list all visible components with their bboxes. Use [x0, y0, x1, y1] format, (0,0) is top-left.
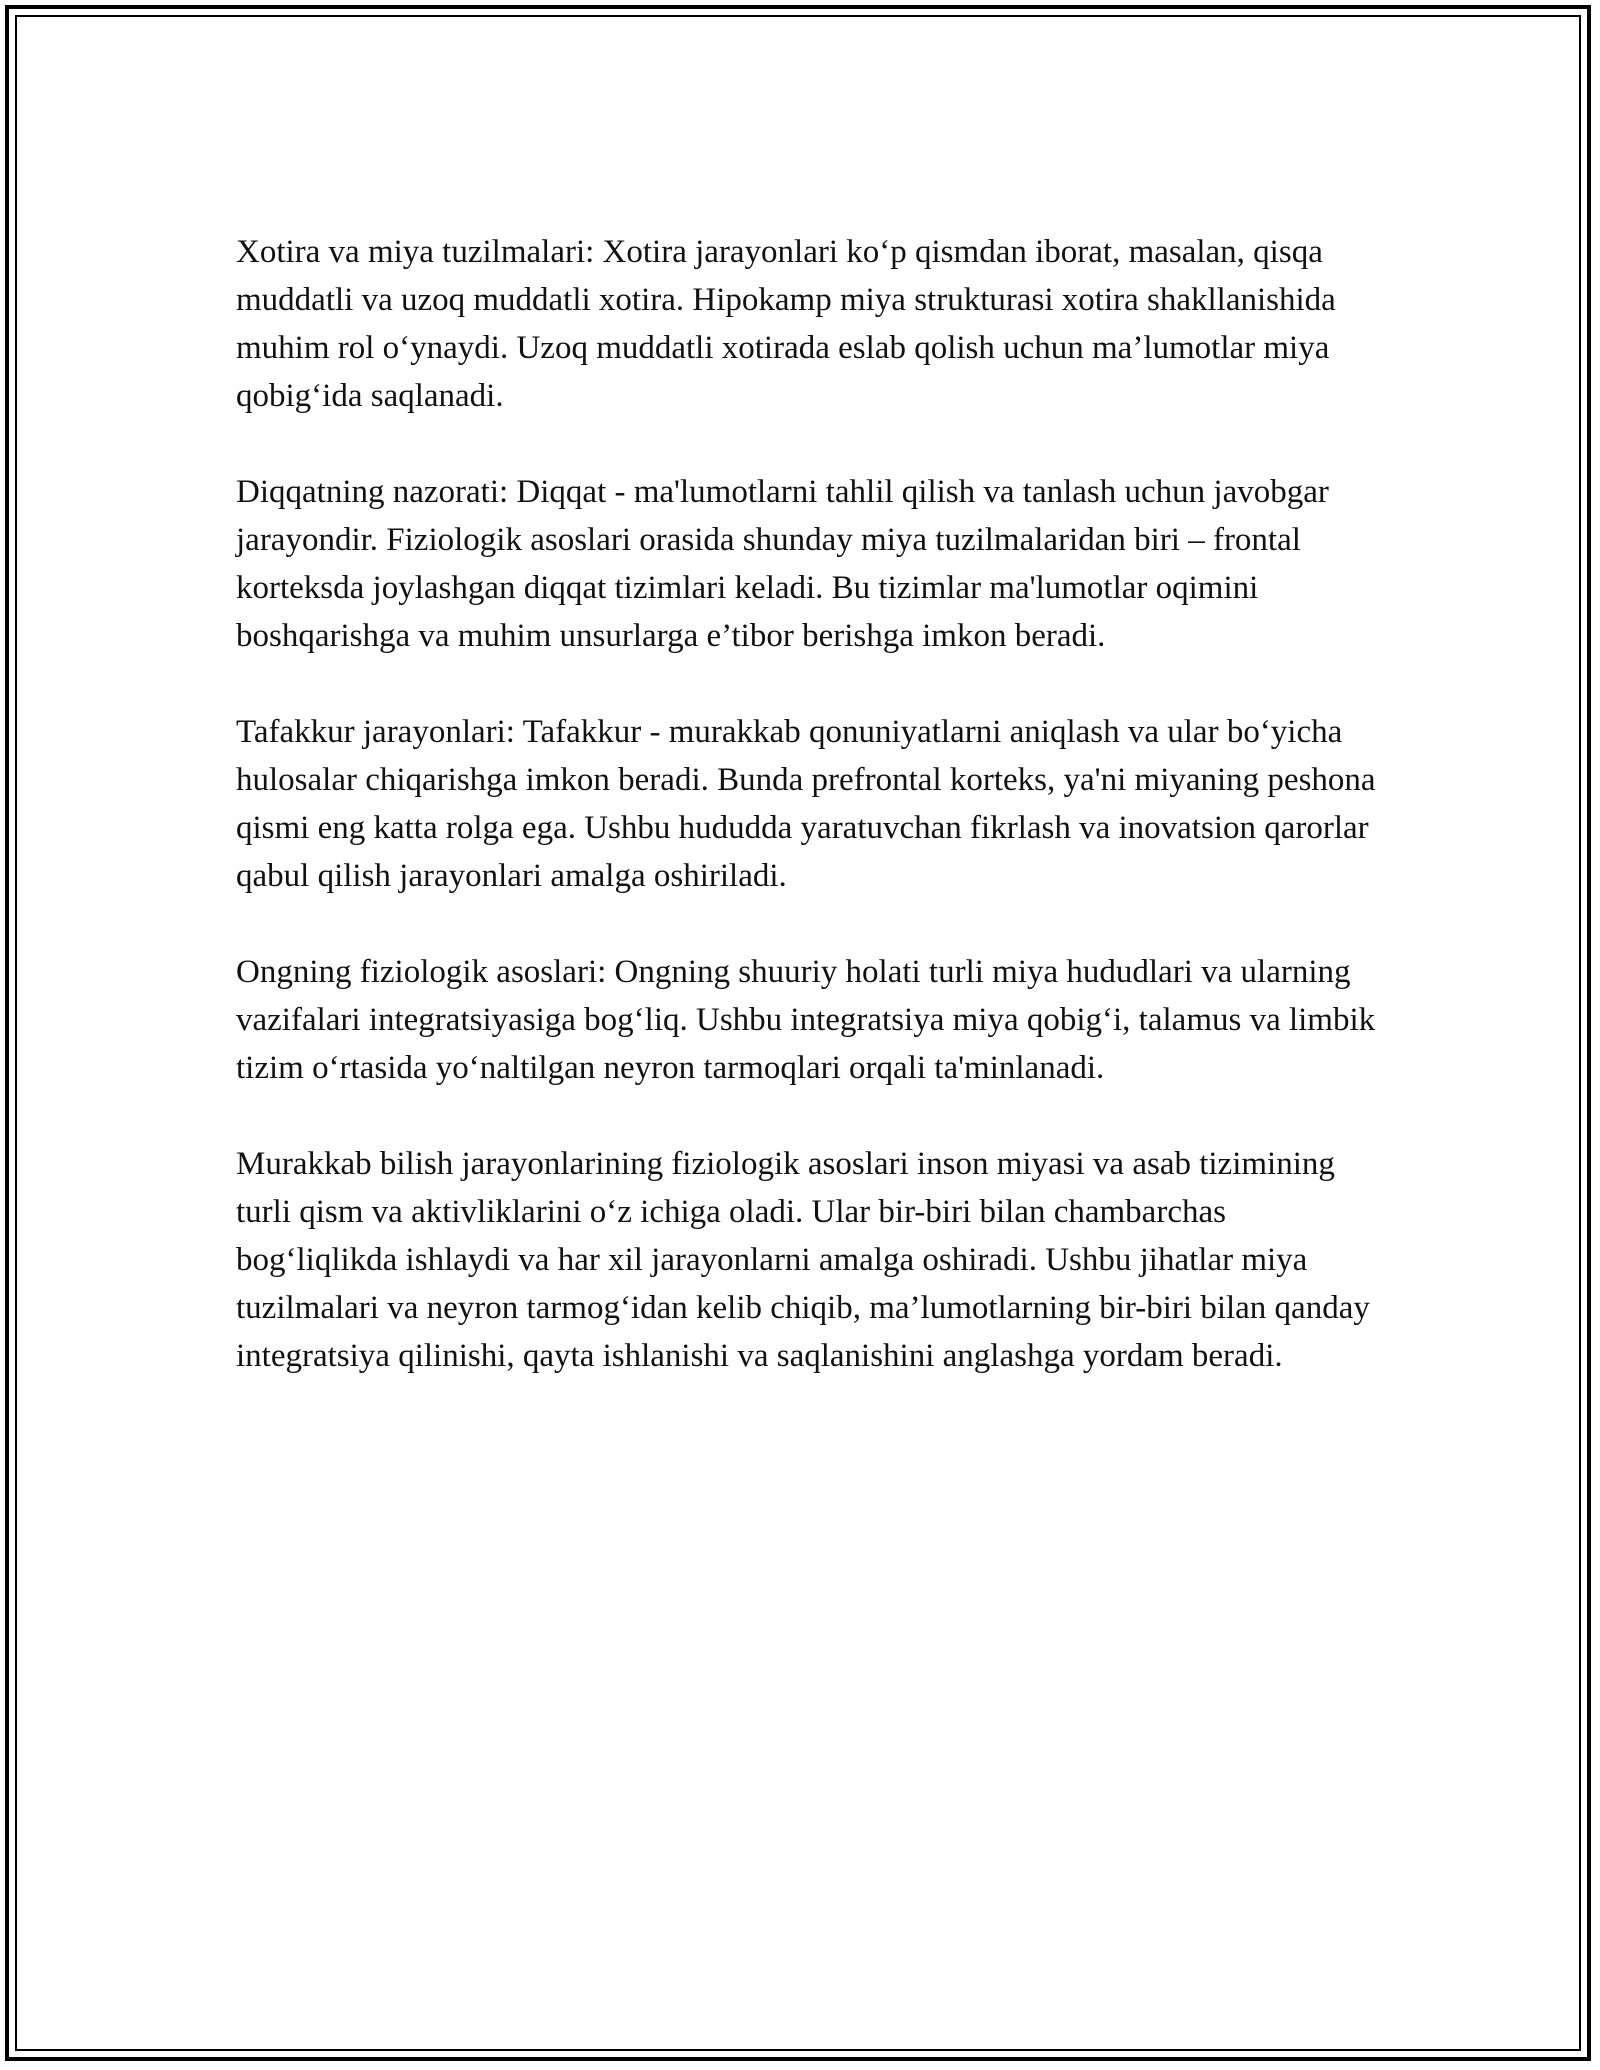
- paragraph-attention: Diqqatning nazorati: Diqqat - ma'lumotlarni tahlil qilish va tanlash uchun javobgar jarayondir. Fiziologik asoslari orasida shunday miya tuzilmalaridan biri – frontal korteksda joylashgan diqqat tizimlari keladi. Bu tizimlar ma'lumotlar oqimini boshqarishga va muhim unsurlarga e’tibor berishga imkon beradi.: [236, 474, 1329, 654]
- paragraph-conclusion: Murakkab bilish jarayonlarining fiziologik asoslari inson miyasi va asab tizimining turli qism va aktivliklarini o‘z ichiga oladi. Ular bir-biri bilan chambarchas bog‘liqlikda ishlaydi va har xil jarayonlarni amalga oshiradi. Ushbu jihatlar miya tuzilmalari va neyron tarmog‘idan kelib chiqib, ma’lumotlarning bir-biri bilan qanday integratsiya qilinishi, qayta ishlanishi va saqlanishini anglashga yordam beradi.: [236, 1146, 1370, 1374]
- document-body: [236, 228, 1376, 1428]
- paragraph-memory: Xotira va miya tuzilmalari: Xotira jarayonlari ko‘p qismdan iborat, masalan, qisqa muddatli va uzoq muddatli xotira. Hipokamp miya strukturasi xotira shakllanishida muhim rol o‘ynaydi. Uzoq muddatli xotirada eslab qolish uchun ma’lumotlar miya qobig‘ida saqlanadi.: [236, 234, 1336, 414]
- paragraph-thinking: Tafakkur jarayonlari: Tafakkur - murakkab qonuniyatlarni aniqlash va ular bo‘yicha hulosalar chiqarishga imkon beradi. Bunda prefrontal korteks, ya'ni miyaning peshona qismi eng katta rolga ega. Ushbu hududda yaratuvchan fikrlash va inovatsion qarorlar qabul qilish jarayonlari amalga oshiriladi.: [236, 714, 1376, 894]
- paragraph-consciousness: Ongning fiziologik asoslari: Ongning shuuriy holati turli miya hududlari va ularning vazifalari integratsiyasiga bog‘liq. Ushbu integratsiya miya qobig‘i, talamus va limbik tizim o‘rtasida yo‘naltilgan neyron tarmoqlari orqali ta'minlanadi.: [236, 954, 1376, 1086]
